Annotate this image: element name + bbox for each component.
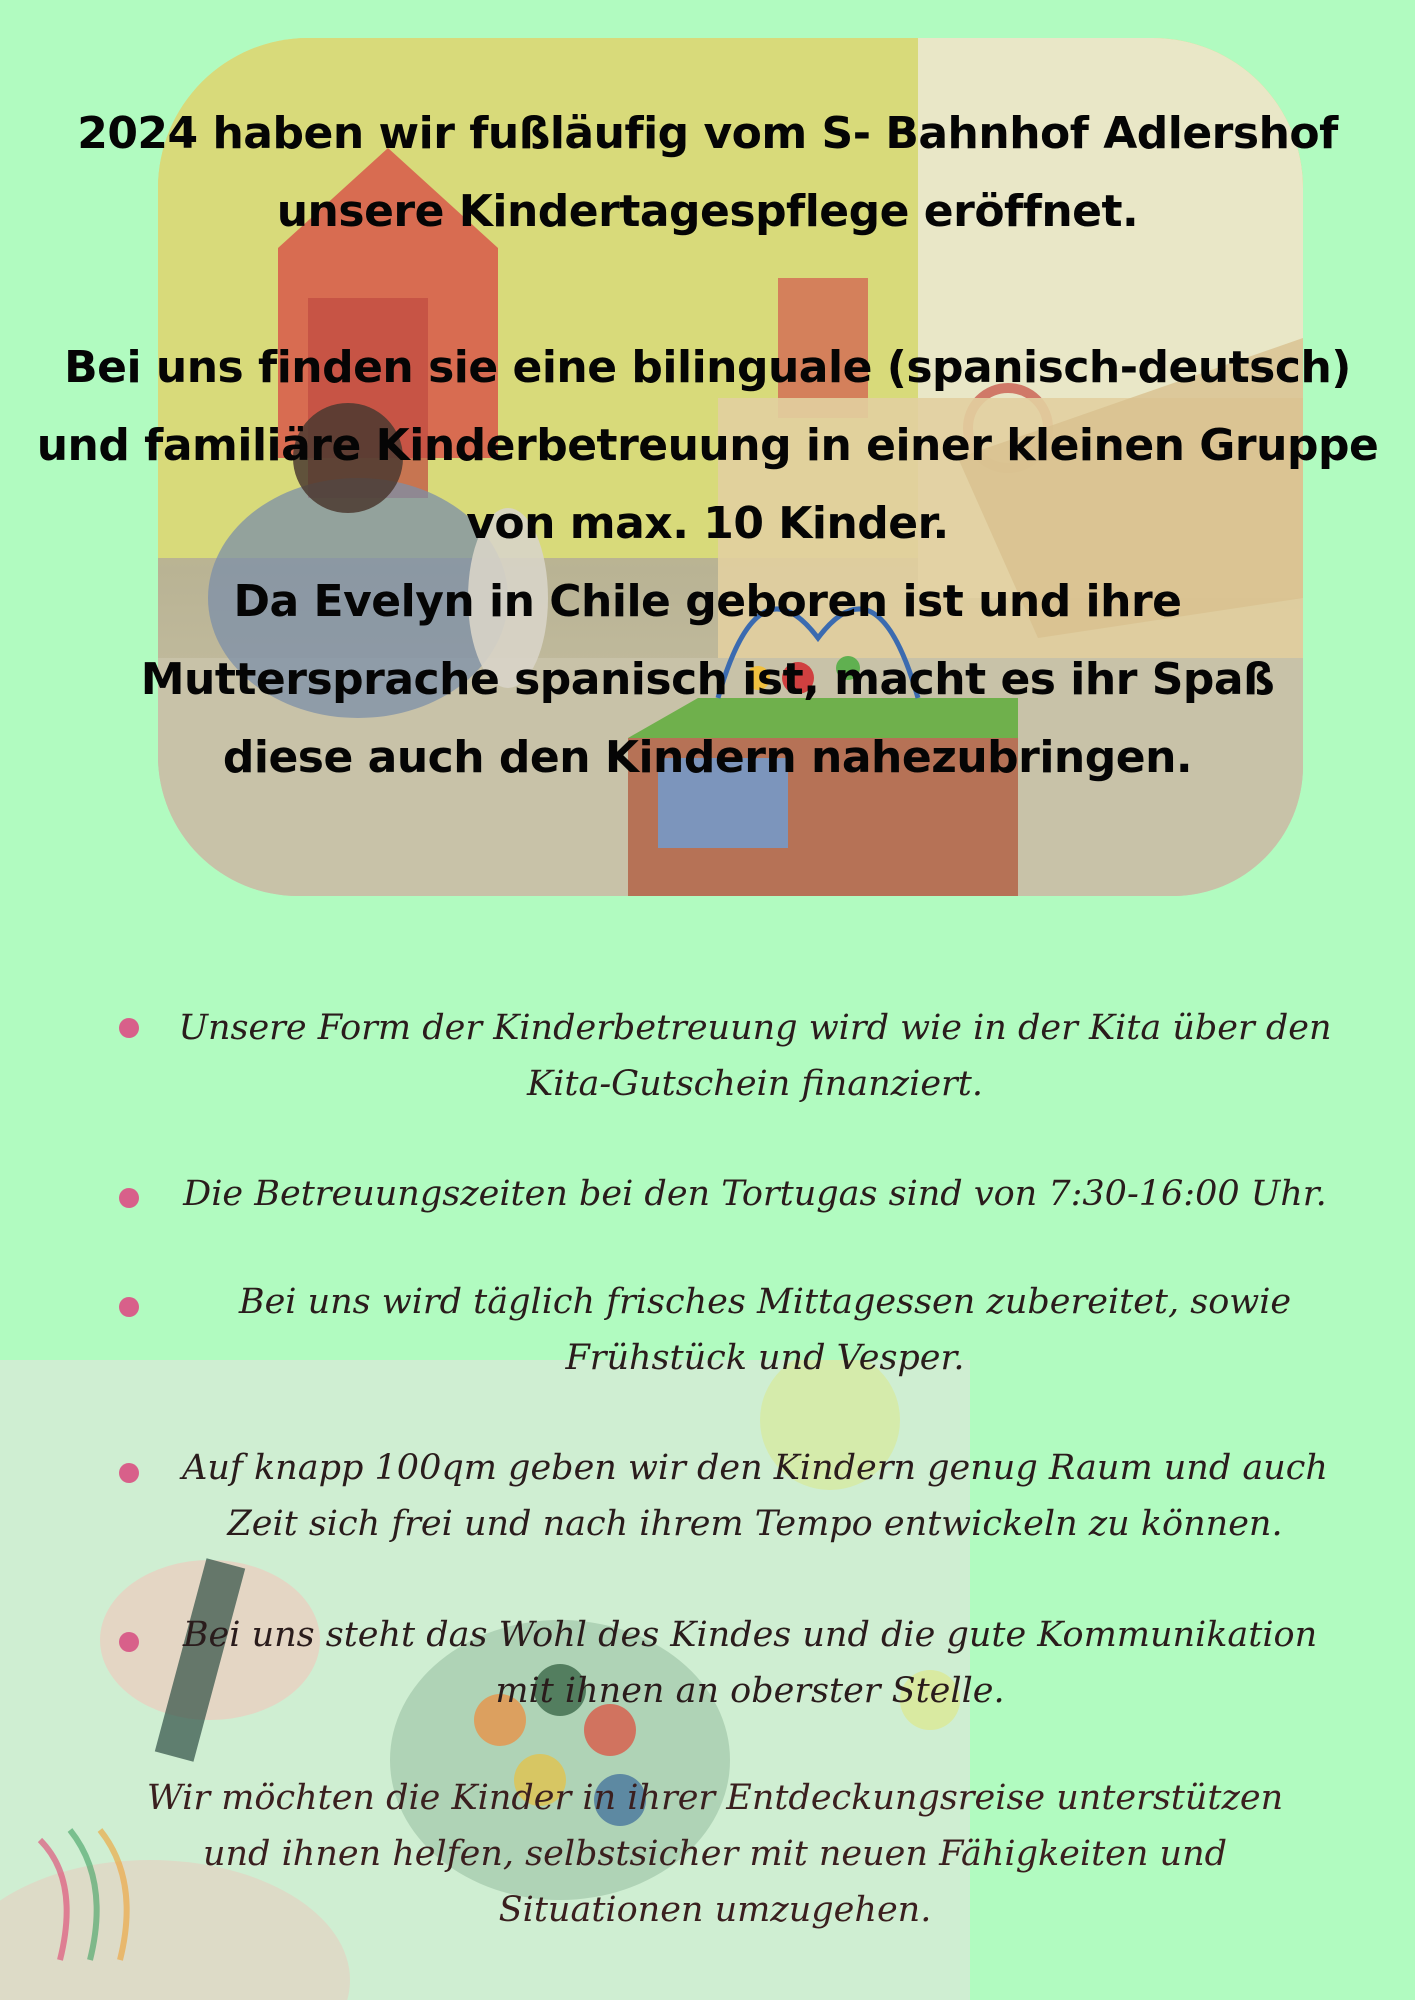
list-item: Unsere Form der Kinderbetreuung wird wie in der Kita über den Kita-Gutschein finanziert. [178, 1008, 1332, 1104]
headline-evelyn: Da Evelyn in Chile geboren ist und ihre Muttersprache spanisch ist, macht es ihr Spaß diese auch den Kindern nahezubringen. [140, 576, 1275, 783]
headline-opening: 2024 haben wir fußläufig vom S- Bahnhof Adlershof unsere Kindertagespflege eröffnet. [77, 108, 1338, 237]
bullet-dot [119, 1188, 139, 1208]
closing-statement: Wir möchten die Kinder in ihrer Entdeckungsreise unterstützen und ihnen helfen, selbstsicher mit neuen Fähigkeiten und Situationen umzugehen. [146, 1778, 1284, 1930]
list-item: Bei uns steht das Wohl des Kindes und die gute Kommunikation mit ihnen an oberster Stelle. [182, 1615, 1318, 1711]
headline-bilingual: Bei uns finden sie eine bilinguale (spanisch-deutsch) und familiäre Kinderbetreuung in einer kleinen Gruppe von max. 10 Kinder. [36, 342, 1379, 549]
list-item: Die Betreuungszeiten bei den Tortugas sind von 7:30-16:00 Uhr. [183, 1174, 1327, 1214]
list-item: Bei uns wird täglich frisches Mittagessen zubereitet, sowie Frühstück und Vesper. [238, 1282, 1292, 1378]
bullet-dot [119, 1018, 139, 1038]
headline [20, 95, 1395, 797]
list-item: Auf knapp 100qm geben wir den Kindern genug Raum und auch Zeit sich frei und nach ihrem Tempo entwickeln zu können. [182, 1448, 1328, 1544]
bullet-dot [119, 1297, 139, 1317]
